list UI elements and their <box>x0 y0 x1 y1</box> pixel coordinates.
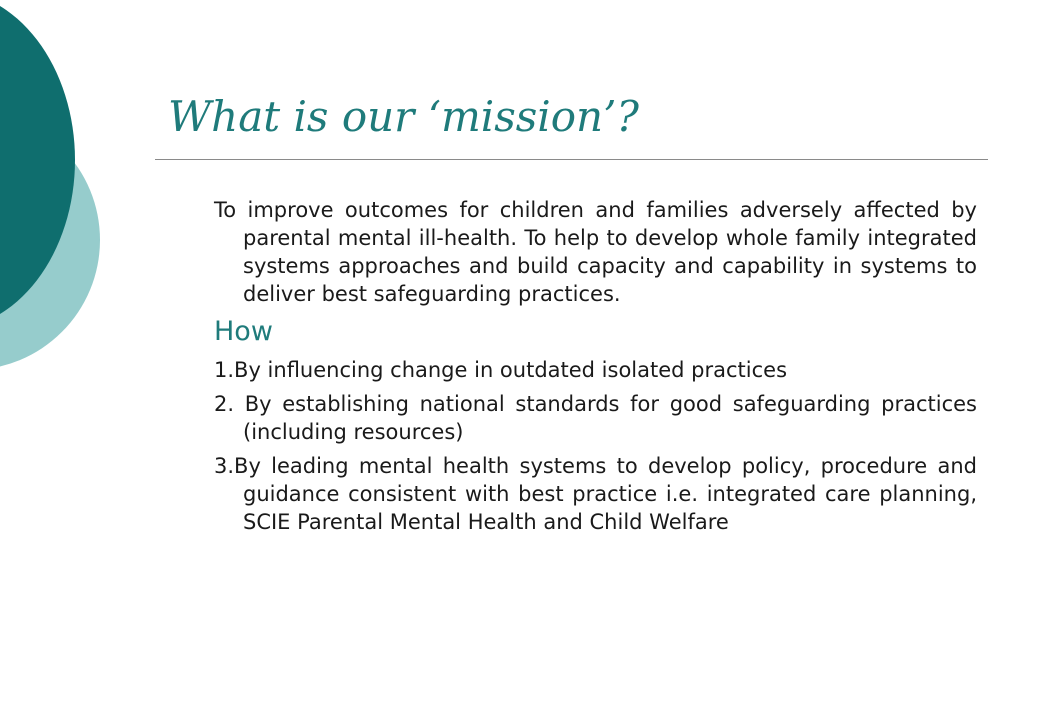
how-heading: How <box>214 316 273 347</box>
list-item: 3.By leading mental health systems to develop policy, procedure and guidance consistent with best practice i.e. integrated care planning, SCIE Parental Mental Health and Child Welfare <box>214 454 977 534</box>
list-item: 1.By influencing change in outdated isolated practices <box>214 358 788 382</box>
slide-body <box>214 196 977 542</box>
title-divider <box>155 159 988 160</box>
mission-statement: To improve outcomes for children and families adversely affected by parental mental ill-health. To help to develop whole family integrated systems approaches and build capacity and capability in systems to deliver best safeguarding practices. <box>214 198 977 306</box>
slide-title: What is our ‘mission’? <box>168 92 639 141</box>
list-item: 2. By establishing national standards for good safeguarding practices (including resources) <box>214 392 977 444</box>
